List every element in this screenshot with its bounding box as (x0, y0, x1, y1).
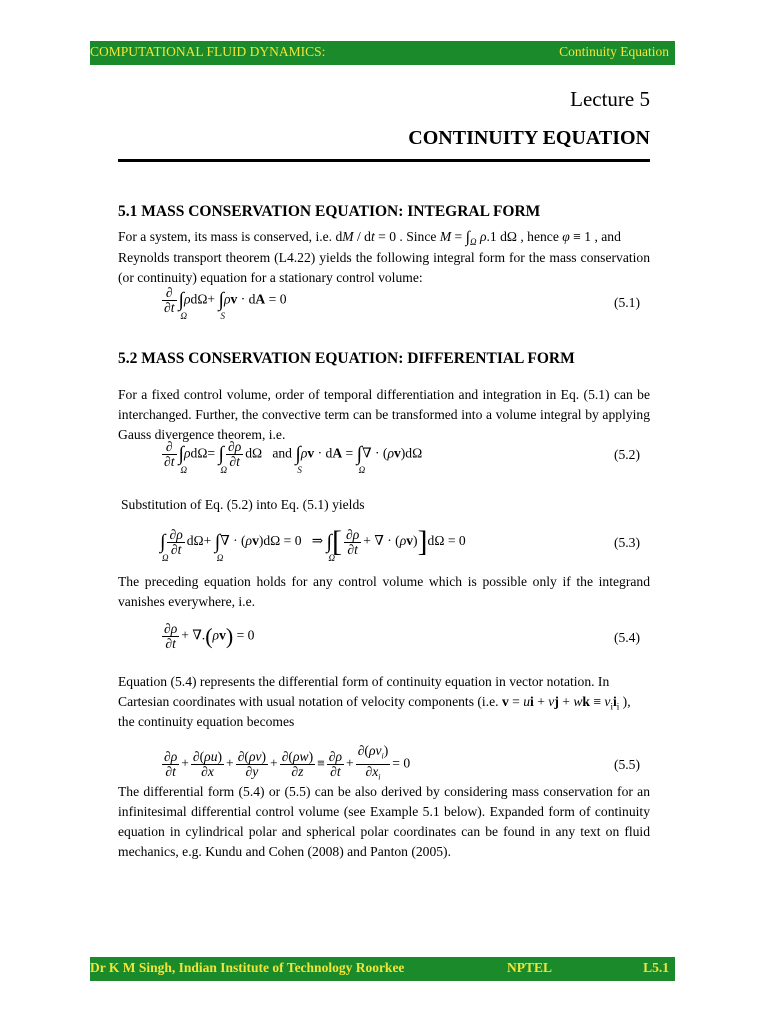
equation-5-4-number: (5.4) (613, 630, 640, 645)
section-5-2-paragraph-4-line1: Equation (5.4) represents the differential form of continuity equation in vector notation. In (118, 674, 610, 689)
footer-author: Dr K M Singh, Indian Institute of Technology Roorkee (90, 960, 405, 975)
lecture-number: Lecture 5 (570, 87, 650, 111)
section-5-2-paragraph-4-line3: the continuity equation becomes (118, 714, 295, 729)
section-5-2-paragraph-3: The preceding equation holds for any control volume which is possible only if the integrand vanishes everywhere, i.e. (118, 574, 650, 609)
section-5-2-paragraph-1: For a fixed control volume, order of temporal differentiation and integration in Eq. (5.1) can be interchanged. Further, the convective term can be transformed into a volume integral by applying Gauss divergence theorem, i.e. (118, 387, 650, 442)
equation-5-5-number: (5.5) (613, 757, 640, 772)
page-title: CONTINUITY EQUATION (408, 127, 650, 149)
footer-page-number: L5.1 (643, 960, 669, 975)
header-bar (90, 41, 675, 65)
velocity-notation-text: Cartesian coordinates with usual notation of velocity components (i.e. (118, 694, 499, 709)
equation-5-5: $\frac{\partial\rho}{\partial t}$ + $\frac{\partial(\rho u)}{\partial x}$ + $\frac{\partial(\rho v)}{\partial y}$ + $\frac{\partial(\rho w)}{\partial z}$ ≡ $\frac{\partial\rho}{\partial t}$ + $\frac{\partial(\rho v_i)}{\partial x_i}$ = 0 (164, 743, 411, 782)
equation-5-2: $\frac{\partial}{\partial t}$ ∫ Ω ρdΩ= ∫ Ω $\frac{\partial\rho}{\partial t}$ dΩ and ∫ S ρv · dA = ∫ Ω ∇ · (ρv)dΩ (164, 439, 423, 475)
equation-5-3-number: (5.3) (613, 535, 640, 550)
equation-5-4: $\frac{\partial\rho}{\partial t}$ + ∇.(ρv) = 0 (164, 621, 255, 651)
header-course-title: COMPUTATIONAL FLUID DYNAMICS: (90, 44, 326, 59)
section-5-1-paragraph: Reynolds transport theorem (L4.22) yields the following integral form for the mass conservation (or continuity) equation for a stationary control volume: (118, 250, 650, 285)
header-topic: Continuity Equation (559, 44, 669, 59)
section-5-1-heading: 5.1 MASS CONSERVATION EQUATION: INTEGRAL FORM (118, 203, 541, 220)
section-5-2-paragraph-4-line2: Cartesian coordinates with usual notation of velocity components (i.e. v = ui + vj + wk ≡ $v_ii_i$ ), (118, 694, 631, 712)
footer-bar (90, 957, 675, 981)
section-5-2-heading: 5.2 MASS CONSERVATION EQUATION: DIFFERENTIAL FORM (118, 350, 575, 367)
section-5-1-paragraph-line1: For a system, its mass is conserved, i.e. dM / dt = 0 . Since $M = \int_\Omega$ ρ.1 dΩ , hence φ ≡ 1 , and (118, 228, 621, 247)
equation-5-2-number: (5.2) (613, 447, 640, 462)
equation-5-3: ∫ Ω $\frac{\partial\rho}{\partial t}$ dΩ+ ∫ Ω ∇ · (ρv)dΩ = 0 ⇒ ∫ Ω [ $\frac{\partial\rho}{\partial t}$ + ∇ · (ρv)]dΩ = 0 (160, 525, 466, 563)
title-rule (118, 159, 650, 162)
footer-nptel: NPTEL (507, 960, 553, 975)
section-5-2-paragraph-2: Substitution of Eq. (5.2) into Eq. (5.1) yields (121, 497, 365, 512)
equation-5-1: $\frac{\partial}{\partial t}$ ∫ Ω ρdΩ+ ∫ S ρv · dA = 0 (164, 285, 287, 321)
equation-5-2-and: and (272, 445, 292, 461)
equation-5-1-number: (5.1) (613, 295, 640, 310)
section-5-2-paragraph-5: The differential form (5.4) or (5.5) can be also derived by considering mass conservation for an infinitesimal differential control volume (see Example 5.1 below). Expanded form of continuity equation in cylindrical polar and spherical polar coordinates can be found in any text on fluid mechanics, e.g. Kundu and Cohen (2008) and Panton (2005). (118, 784, 650, 859)
